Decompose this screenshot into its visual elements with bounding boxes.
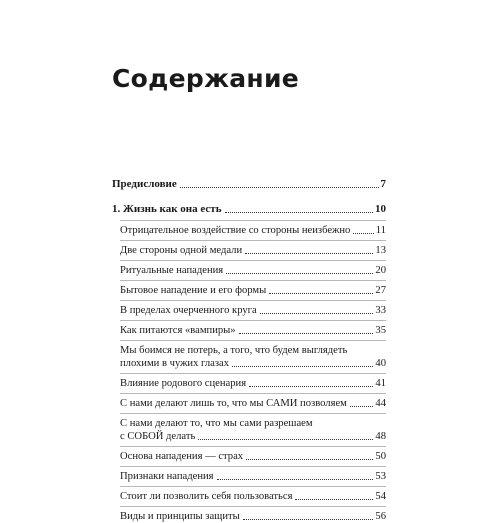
toc-entry-page: 50 — [375, 451, 386, 462]
leader-dots — [246, 459, 373, 460]
toc-entry-title-line: Мы боимся не потерь, а того, что будем выглядеть — [120, 345, 348, 356]
toc-entry-title: С нами делают лишь то, что мы САМИ позволяем — [120, 398, 347, 409]
toc-chapter-1[interactable] — [112, 203, 386, 216]
leader-dots — [245, 253, 373, 254]
toc-entry-page: 7 — [380, 178, 386, 190]
toc-entry-title: 1. Жизнь как она есть — [112, 203, 222, 215]
toc-entry-page: 13 — [375, 245, 386, 256]
toc-entry-page: 48 — [375, 431, 386, 442]
toc-entry-title: Признаки нападения — [120, 471, 214, 482]
divider — [120, 240, 386, 241]
toc-entry-title: с СОБОЙ делать — [120, 431, 196, 442]
toc-entry-page: 20 — [375, 265, 386, 276]
toc-entry-title: Основа нападения — страх — [120, 451, 244, 462]
toc-item[interactable] — [112, 417, 386, 443]
toc-item[interactable] — [120, 324, 386, 337]
toc-entry-title: Стоит ли позволить себя пользоваться — [120, 491, 293, 502]
leader-dots — [350, 406, 374, 407]
table-of-contents — [112, 178, 386, 523]
divider — [120, 320, 386, 321]
toc-entry-page: 40 — [375, 358, 386, 369]
toc-item[interactable] — [120, 244, 386, 257]
toc-item[interactable] — [120, 224, 386, 237]
toc-entry-page: 41 — [375, 378, 386, 389]
divider — [120, 340, 386, 341]
divider — [120, 466, 386, 467]
leader-dots — [249, 386, 373, 387]
toc-entry-title-line: С нами делают то, что мы сами разрешаем — [120, 418, 313, 429]
leader-dots — [198, 439, 373, 440]
page-title: Содержание — [112, 64, 300, 93]
toc-entry-page: 27 — [375, 285, 386, 296]
toc-entry-title: Как питаются «вампиры» — [120, 325, 236, 336]
toc-entry-page: 11 — [375, 225, 386, 236]
leader-dots — [243, 519, 374, 520]
divider — [120, 373, 386, 374]
toc-item[interactable] — [120, 510, 386, 523]
toc-entry-page: 10 — [375, 203, 386, 215]
toc-entry-title: Две стороны одной медали — [120, 245, 243, 256]
divider — [120, 220, 386, 221]
toc-entry-title: плохими в чужих глазах — [120, 358, 230, 369]
toc-entry-title: Виды и принципы защиты — [120, 511, 240, 522]
divider — [120, 300, 386, 301]
divider — [120, 413, 386, 414]
toc-entry-title: В пределах очерченного круга — [120, 305, 257, 316]
toc-item[interactable] — [120, 284, 386, 297]
toc-entry-title: Отрицательное воздействие со стороны неизбежно — [120, 225, 351, 236]
divider — [120, 486, 386, 487]
divider — [120, 506, 386, 507]
leader-dots — [225, 212, 373, 213]
divider — [120, 260, 386, 261]
toc-item[interactable] — [120, 470, 386, 483]
toc-entry-page: 53 — [375, 471, 386, 482]
toc-entry-title: Бытовое нападение и его формы — [120, 285, 267, 296]
toc-entry-title: Влияние родового сценария — [120, 378, 247, 389]
divider — [120, 393, 386, 394]
toc-entry-page: 35 — [375, 325, 386, 336]
toc-item[interactable] — [120, 304, 386, 317]
toc-item[interactable] — [120, 450, 386, 463]
leader-dots — [217, 479, 374, 480]
divider — [120, 446, 386, 447]
toc-item[interactable] — [120, 264, 386, 277]
toc-preface[interactable] — [112, 178, 386, 191]
leader-dots — [239, 333, 374, 334]
leader-dots — [226, 273, 373, 274]
toc-entry-page: 33 — [375, 305, 386, 316]
leader-dots — [232, 366, 373, 367]
toc-item[interactable] — [120, 397, 386, 410]
toc-entry-page: 54 — [375, 491, 386, 502]
toc-entry-title: Ритуальные нападения — [120, 265, 224, 276]
toc-item[interactable] — [120, 490, 386, 503]
leader-dots — [353, 233, 373, 234]
leader-dots — [269, 293, 373, 294]
toc-entry-page: 56 — [375, 511, 386, 522]
toc-entry-page: 44 — [375, 398, 386, 409]
leader-dots — [180, 187, 379, 188]
toc-entry-title: Предисловие — [112, 178, 177, 190]
divider — [120, 280, 386, 281]
toc-item[interactable] — [120, 377, 386, 390]
leader-dots — [260, 313, 374, 314]
toc-item[interactable] — [112, 344, 386, 370]
